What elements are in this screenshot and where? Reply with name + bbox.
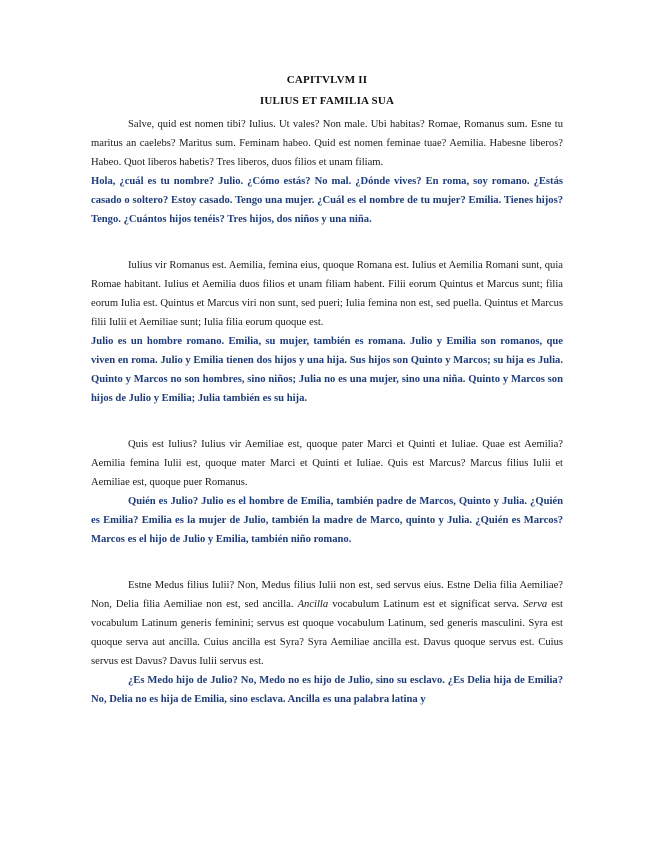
spacer bbox=[91, 549, 563, 576]
emphasized-word: Ancilla bbox=[297, 599, 329, 610]
paragraph-spanish-1: Hola, ¿cuál es tu nombre? Julio. ¿Cómo estás? No mal. ¿Dónde vives? En roma, soy romano. ¿Estás casado o soltero? Estoy casado. Tengo una mujer. ¿Cuál es el nombre de tu mujer? Emilia. Tienes hijos? Tengo. ¿Cuántos hijos tenéis? Tres hijos, dos niños y una niña. bbox=[91, 176, 563, 225]
latin-text-segment: vocabulum Latinum est et significat serva. bbox=[332, 599, 520, 610]
paragraph-spanish-3: Quién es Julio? Julio es el hombre de Emilia, también padre de Marcos, Quinto y Julia. ¿Quién es Emilia? Emilia es la mujer de Julio, también la madre de Marco, quinto y Julia. ¿Quién es Marcos? Marcos es el hijo de Julio y Emilia, también niño romano. bbox=[91, 496, 563, 545]
latin-text-segment: Estne Medus filius Iulii? Non, Medus filius Iulii non est, sed servus eius. Estne Delia filia Aemiliae? Non, Delia filia Aemiliae non est, sed ancilla. bbox=[91, 580, 563, 610]
paragraph-latin-3: Quis est Iulius? Iulius vir Aemiliae est, quoque pater Marci et Quinti et Iuliae. Quae est Aemilia? Aemilia femina Iulii est, quoque mater Marci et Quinti et Iuliae. Quis est Marcus? Marcus filius Iulii et Aemiliae est, quoque puer Romanus. bbox=[91, 439, 563, 488]
paragraph-latin-4 bbox=[91, 576, 563, 671]
emphasized-word: Serva bbox=[523, 599, 548, 610]
page-content bbox=[91, 74, 563, 709]
spacer bbox=[91, 408, 563, 435]
section-title: IULIUS ET FAMILIA SUA bbox=[259, 95, 395, 107]
latin-text-segment: est vocabulum Latinum generis feminini; servus est quoque vocabulum Latinum, sed generis masculini. Syra est quoque serva aut ancilla. Cuius ancilla est Syra? Syra Aemiliae ancilla est. Davus quoque servus est. Cuius servus est Davus? Davus Iulii servus est. bbox=[91, 599, 563, 667]
chapter-title: CAPITVLVM II bbox=[286, 74, 368, 86]
paragraph-spanish-2: Julio es un hombre romano. Emilia, su mujer, también es romana. Julio y Emilia son romanos, que viven en roma. Julio y Emilia tienen dos hijos y una hija. Sus hijos son Quinto y Marcos; su hija es Julia. Quinto y Marcos no son hombres, sino niños; Julia no es una mujer, sino una niña. Quinto y Marcos son hijos de Julio y Emilia; Julia también es su hija. bbox=[91, 336, 563, 404]
paragraph-latin-1: Salve, quid est nomen tibi? Iulius. Ut vales? Non male. Ubi habitas? Romae, Romanus sum. Esne tu maritus an caelebs? Maritus sum. Feminam habeo. Quid est nomen feminae tuae? Aemilia. Habesne liberos? Habeo. Quot liberos habetis? Tres liberos, duos filios et unam filiam. bbox=[91, 119, 563, 168]
spacer bbox=[91, 229, 563, 256]
paragraph-spanish-4: ¿Es Medo hijo de Julio? No, Medo no es hijo de Julio, sino su esclavo. ¿Es Delia hija de Emilia? No, Delia no es hija de Emilia, sino esclava. Ancilla es una palabra latina y bbox=[91, 675, 563, 705]
paragraph-latin-2: Iulius vir Romanus est. Aemilia, femina eius, quoque Romana est. Iulius et Aemilia Romani sunt, quia Romae habitant. Iulius et Aemilia duos filios et unam filiam habent. Filii eorum Quintus et Marcus sunt; filia eorum Iulia est. Quintus et Marcus viri non sunt, sed pueri; Iulia femina non est, sed puella. Quintus et Marcus filii Iulii et Aemiliae sunt; Iulia filia eorum quoque est. bbox=[91, 260, 563, 328]
